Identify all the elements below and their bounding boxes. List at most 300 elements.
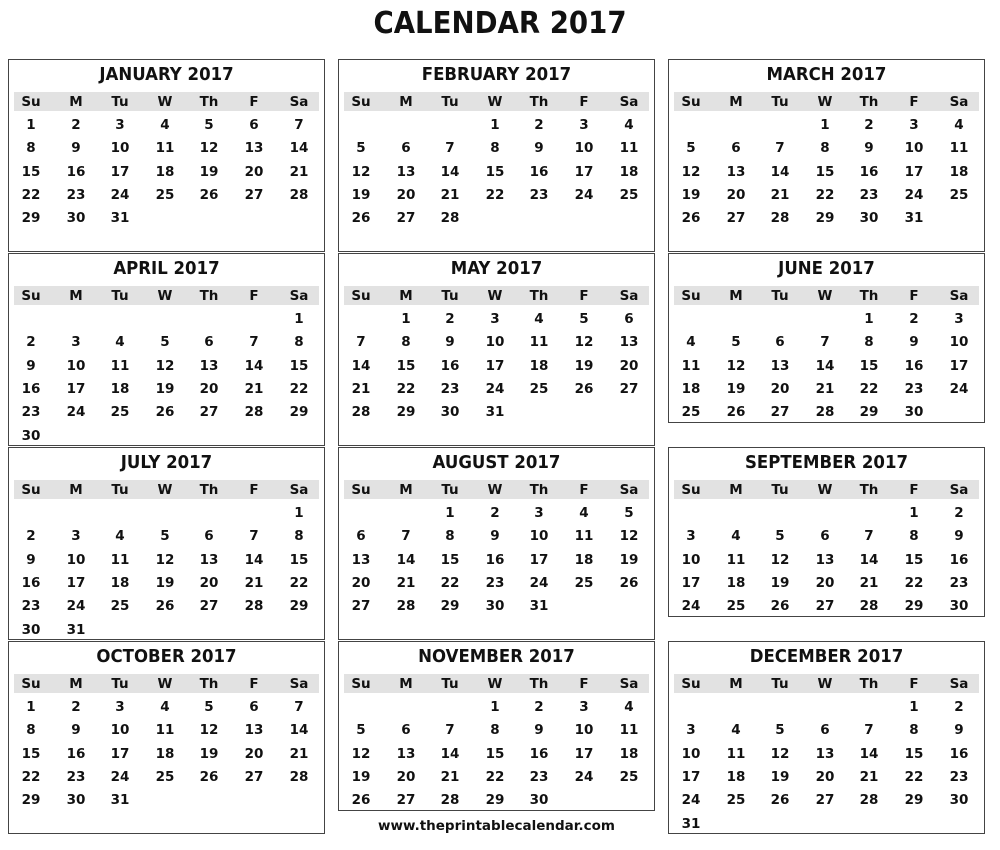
weekday-label: F <box>579 676 589 692</box>
weekday-label: M <box>399 676 413 692</box>
day-cell: 17 <box>904 163 924 180</box>
day-cell: 14 <box>440 163 460 180</box>
weekday-label: Tu <box>771 288 789 304</box>
day-cell: 5 <box>731 334 741 351</box>
weekday-label: M <box>399 288 413 304</box>
day-cell: 24 <box>949 380 969 397</box>
day-cell: 30 <box>21 621 41 638</box>
day-cell: 11 <box>726 551 746 568</box>
day-cell: 21 <box>770 186 790 203</box>
day-cell: 3 <box>909 117 919 133</box>
day-cell: 26 <box>726 404 746 421</box>
weekday-label: M <box>69 676 83 692</box>
weekday-header <box>344 92 649 111</box>
day-cell: 25 <box>574 574 594 591</box>
weekday-label: Su <box>351 676 371 692</box>
day-cell: 16 <box>440 357 460 374</box>
day-cell: 26 <box>770 792 790 809</box>
weekday-label: W <box>157 94 173 110</box>
day-cell: 16 <box>66 745 86 762</box>
day-cell: 17 <box>66 574 86 591</box>
day-cell: 29 <box>904 792 924 809</box>
day-cell: 14 <box>440 745 460 762</box>
day-cell: 28 <box>440 792 460 809</box>
month-title: DECEMBER 2017 <box>749 646 904 667</box>
day-cell: 4 <box>731 722 741 739</box>
day-cell: 26 <box>199 186 219 203</box>
day-cell: 19 <box>770 768 790 785</box>
day-cell: 11 <box>681 357 701 374</box>
day-cell: 5 <box>204 699 214 715</box>
day-cell: 14 <box>859 745 879 762</box>
day-cell: 9 <box>490 528 500 545</box>
day-cell: 7 <box>356 334 366 351</box>
day-cell: 7 <box>249 528 259 545</box>
weekday-header <box>674 480 979 499</box>
day-cell: 8 <box>864 334 874 351</box>
day-cell: 11 <box>529 334 549 351</box>
day-cell: 22 <box>485 768 505 785</box>
day-cell: 28 <box>244 598 264 615</box>
day-cell: 29 <box>21 210 41 227</box>
weekday-header <box>674 674 979 693</box>
day-cell: 14 <box>289 140 309 157</box>
day-cell: 15 <box>904 745 924 762</box>
day-cell: 23 <box>904 380 924 397</box>
day-cell: 3 <box>686 528 696 545</box>
day-cell: 30 <box>949 598 969 615</box>
day-cell: 23 <box>485 574 505 591</box>
day-cell: 28 <box>351 404 371 421</box>
day-cell: 8 <box>820 140 830 157</box>
day-cell: 22 <box>289 380 309 397</box>
day-cell: 3 <box>579 699 589 715</box>
day-cell: 24 <box>110 186 130 203</box>
day-cell: 13 <box>199 357 219 374</box>
day-cell: 22 <box>904 768 924 785</box>
day-cell: 23 <box>66 768 86 785</box>
weekday-label: Th <box>529 482 549 498</box>
day-cell: 28 <box>859 598 879 615</box>
day-cell: 24 <box>904 186 924 203</box>
day-cell: 19 <box>351 768 371 785</box>
weekday-label: W <box>487 94 503 110</box>
day-cell: 11 <box>949 140 969 157</box>
weekday-header <box>14 480 319 499</box>
day-cell: 18 <box>155 163 175 180</box>
day-cell: 30 <box>21 427 41 444</box>
weekday-label: F <box>249 676 259 692</box>
weekday-label: Tu <box>771 482 789 498</box>
day-cell: 26 <box>155 598 175 615</box>
day-cell: 17 <box>574 163 594 180</box>
day-cell: 6 <box>401 140 411 157</box>
weekday-label: Tu <box>111 482 129 498</box>
day-cell: 23 <box>66 186 86 203</box>
weekday-label: Th <box>199 94 219 110</box>
day-cell: 27 <box>770 404 790 421</box>
weekday-label: Sa <box>289 288 309 304</box>
day-cell: 25 <box>619 768 639 785</box>
weekday-label: Tu <box>771 676 789 692</box>
day-cell: 11 <box>110 551 130 568</box>
day-cell: 9 <box>71 140 81 157</box>
day-cell: 16 <box>485 551 505 568</box>
day-cell: 22 <box>440 574 460 591</box>
month-title: JULY 2017 <box>120 452 213 473</box>
day-cell: 6 <box>820 722 830 739</box>
day-cell: 10 <box>681 745 701 762</box>
day-cell: 2 <box>534 699 544 715</box>
day-cell: 21 <box>289 745 309 762</box>
day-cell: 4 <box>160 699 170 715</box>
day-cell: 25 <box>726 598 746 615</box>
day-cell: 4 <box>115 528 125 545</box>
month-title: NOVEMBER 2017 <box>418 646 575 667</box>
day-cell: 13 <box>396 745 416 762</box>
month-title: MAY 2017 <box>450 258 543 279</box>
day-cell: 6 <box>204 334 214 351</box>
day-cell: 5 <box>775 722 785 739</box>
weekday-label: F <box>909 288 919 304</box>
day-cell: 16 <box>529 745 549 762</box>
day-cell: 22 <box>289 574 309 591</box>
day-cell: 4 <box>579 505 589 521</box>
day-cell: 17 <box>681 768 701 785</box>
day-cell: 2 <box>26 334 36 351</box>
day-cell: 20 <box>199 574 219 591</box>
weekday-label: Sa <box>949 482 969 498</box>
day-cell: 12 <box>574 334 594 351</box>
day-cell: 6 <box>775 334 785 351</box>
day-cell: 21 <box>859 768 879 785</box>
weekday-label: Tu <box>111 94 129 110</box>
day-cell: 1 <box>864 311 874 327</box>
weekday-label: F <box>909 676 919 692</box>
day-cell: 31 <box>110 792 130 809</box>
day-cell: 22 <box>21 186 41 203</box>
day-cell: 7 <box>445 140 455 157</box>
weekday-label: W <box>817 288 833 304</box>
day-cell: 11 <box>619 140 639 157</box>
day-cell: 27 <box>199 598 219 615</box>
day-cell: 10 <box>529 528 549 545</box>
day-cell: 7 <box>294 699 304 715</box>
day-cell: 8 <box>401 334 411 351</box>
weekday-label: M <box>69 482 83 498</box>
day-cell: 28 <box>396 598 416 615</box>
day-cell: 2 <box>954 505 964 521</box>
day-cell: 4 <box>954 117 964 133</box>
day-cell: 11 <box>726 745 746 762</box>
day-cell: 28 <box>440 210 460 227</box>
day-cell: 21 <box>244 574 264 591</box>
day-cell: 25 <box>155 768 175 785</box>
day-cell: 29 <box>815 210 835 227</box>
day-cell: 2 <box>26 528 36 545</box>
day-cell: 25 <box>726 792 746 809</box>
weekday-label: Tu <box>111 288 129 304</box>
day-cell: 7 <box>294 117 304 133</box>
month-card <box>338 253 655 446</box>
day-cell: 9 <box>26 357 36 374</box>
weekday-label: M <box>399 94 413 110</box>
day-cell: 24 <box>66 598 86 615</box>
day-cell: 27 <box>396 210 416 227</box>
day-cell: 14 <box>351 357 371 374</box>
day-cell: 14 <box>859 551 879 568</box>
day-cell: 23 <box>440 380 460 397</box>
day-cell: 18 <box>529 357 549 374</box>
weekday-label: Tu <box>771 94 789 110</box>
day-cell: 16 <box>949 551 969 568</box>
day-cell: 9 <box>864 140 874 157</box>
weekday-header <box>674 286 979 305</box>
day-cell: 15 <box>289 357 309 374</box>
day-cell: 17 <box>529 551 549 568</box>
day-cell: 16 <box>529 163 549 180</box>
day-cell: 12 <box>199 722 219 739</box>
day-cell: 16 <box>21 574 41 591</box>
weekday-label: Th <box>199 288 219 304</box>
weekday-label: M <box>729 288 743 304</box>
day-cell: 18 <box>949 163 969 180</box>
weekday-label: F <box>249 288 259 304</box>
day-cell: 3 <box>115 699 125 715</box>
day-cell: 2 <box>954 699 964 715</box>
day-cell: 4 <box>731 528 741 545</box>
weekday-label: Th <box>529 94 549 110</box>
day-cell: 22 <box>815 186 835 203</box>
weekday-label: Su <box>681 676 701 692</box>
day-cell: 21 <box>440 186 460 203</box>
day-cell: 17 <box>110 745 130 762</box>
day-cell: 14 <box>289 722 309 739</box>
day-cell: 18 <box>681 380 701 397</box>
day-cell: 29 <box>859 404 879 421</box>
day-cell: 18 <box>726 768 746 785</box>
month-title: OCTOBER 2017 <box>96 646 237 667</box>
day-cell: 16 <box>949 745 969 762</box>
day-cell: 8 <box>909 528 919 545</box>
day-cell: 3 <box>71 528 81 545</box>
day-cell: 27 <box>815 792 835 809</box>
day-cell: 5 <box>356 140 366 157</box>
day-cell: 28 <box>770 210 790 227</box>
day-cell: 20 <box>815 574 835 591</box>
weekday-label: Tu <box>441 482 459 498</box>
weekday-label: Tu <box>441 288 459 304</box>
day-cell: 19 <box>351 186 371 203</box>
day-cell: 31 <box>904 210 924 227</box>
day-cell: 21 <box>815 380 835 397</box>
day-cell: 6 <box>731 140 741 157</box>
day-cell: 12 <box>351 163 371 180</box>
day-cell: 25 <box>155 186 175 203</box>
day-cell: 5 <box>624 505 634 521</box>
weekday-label: Sa <box>289 676 309 692</box>
day-cell: 12 <box>351 745 371 762</box>
day-cell: 15 <box>289 551 309 568</box>
day-cell: 24 <box>529 574 549 591</box>
month-card <box>338 447 655 640</box>
weekday-header <box>344 480 649 499</box>
day-cell: 10 <box>904 140 924 157</box>
weekday-label: Th <box>199 482 219 498</box>
day-cell: 9 <box>71 722 81 739</box>
weekday-label: Su <box>681 94 701 110</box>
day-cell: 19 <box>770 574 790 591</box>
day-cell: 25 <box>110 404 130 421</box>
day-cell: 5 <box>160 528 170 545</box>
weekday-label: W <box>487 676 503 692</box>
day-cell: 11 <box>155 140 175 157</box>
weekday-label: Sa <box>619 288 639 304</box>
day-cell: 31 <box>66 621 86 638</box>
day-cell: 20 <box>244 745 264 762</box>
day-cell: 26 <box>351 210 371 227</box>
day-cell: 20 <box>770 380 790 397</box>
day-cell: 13 <box>199 551 219 568</box>
day-cell: 31 <box>529 598 549 615</box>
day-cell: 4 <box>624 117 634 133</box>
day-cell: 4 <box>686 334 696 351</box>
day-cell: 18 <box>110 380 130 397</box>
day-cell: 5 <box>686 140 696 157</box>
day-cell: 22 <box>21 768 41 785</box>
day-cell: 20 <box>726 186 746 203</box>
day-cell: 4 <box>624 699 634 715</box>
weekday-label: F <box>909 94 919 110</box>
weekday-label: Su <box>351 288 371 304</box>
day-cell: 8 <box>909 722 919 739</box>
day-cell: 11 <box>110 357 130 374</box>
day-cell: 14 <box>244 551 264 568</box>
day-cell: 24 <box>681 792 701 809</box>
day-cell: 6 <box>820 528 830 545</box>
weekday-header <box>14 92 319 111</box>
weekday-header <box>344 674 649 693</box>
day-cell: 9 <box>534 140 544 157</box>
day-cell: 10 <box>110 140 130 157</box>
day-cell: 11 <box>155 722 175 739</box>
day-cell: 17 <box>681 574 701 591</box>
month-title: MARCH 2017 <box>766 64 887 85</box>
day-cell: 23 <box>949 574 969 591</box>
day-cell: 24 <box>574 768 594 785</box>
day-cell: 27 <box>619 380 639 397</box>
weekday-label: Sa <box>619 94 639 110</box>
day-cell: 15 <box>396 357 416 374</box>
day-cell: 17 <box>485 357 505 374</box>
day-cell: 16 <box>859 163 879 180</box>
weekday-label: F <box>579 288 589 304</box>
day-cell: 9 <box>954 528 964 545</box>
day-cell: 21 <box>244 380 264 397</box>
day-cell: 19 <box>155 380 175 397</box>
month-title: JANUARY 2017 <box>99 64 234 85</box>
day-cell: 9 <box>534 722 544 739</box>
day-cell: 3 <box>534 505 544 521</box>
day-cell: 10 <box>66 551 86 568</box>
weekday-label: Tu <box>441 676 459 692</box>
day-cell: 31 <box>681 815 701 832</box>
day-cell: 1 <box>820 117 830 133</box>
day-cell: 1 <box>294 311 304 327</box>
day-cell: 19 <box>681 186 701 203</box>
day-cell: 30 <box>859 210 879 227</box>
day-cell: 30 <box>949 792 969 809</box>
day-cell: 21 <box>859 574 879 591</box>
weekday-label: Sa <box>289 94 309 110</box>
day-cell: 10 <box>574 140 594 157</box>
day-cell: 20 <box>244 163 264 180</box>
day-cell: 15 <box>485 745 505 762</box>
day-cell: 1 <box>401 311 411 327</box>
day-cell: 8 <box>445 528 455 545</box>
day-cell: 26 <box>155 404 175 421</box>
day-cell: 21 <box>440 768 460 785</box>
day-cell: 13 <box>351 551 371 568</box>
day-cell: 5 <box>160 334 170 351</box>
day-cell: 26 <box>574 380 594 397</box>
page-title: CALENDAR 2017 <box>373 6 627 41</box>
day-cell: 2 <box>71 699 81 715</box>
day-cell: 11 <box>574 528 594 545</box>
month-card <box>668 59 985 252</box>
day-cell: 9 <box>26 551 36 568</box>
weekday-label: M <box>729 676 743 692</box>
day-cell: 22 <box>904 574 924 591</box>
weekday-header <box>674 92 979 111</box>
day-cell: 17 <box>66 380 86 397</box>
day-cell: 28 <box>289 768 309 785</box>
day-cell: 12 <box>770 551 790 568</box>
day-cell: 1 <box>26 699 36 715</box>
day-cell: 3 <box>686 722 696 739</box>
weekday-label: W <box>157 482 173 498</box>
day-cell: 2 <box>71 117 81 133</box>
day-cell: 12 <box>726 357 746 374</box>
day-cell: 14 <box>396 551 416 568</box>
day-cell: 20 <box>199 380 219 397</box>
day-cell: 26 <box>681 210 701 227</box>
day-cell: 19 <box>726 380 746 397</box>
weekday-label: Sa <box>949 676 969 692</box>
day-cell: 3 <box>954 311 964 327</box>
day-cell: 5 <box>356 722 366 739</box>
day-cell: 1 <box>909 505 919 521</box>
day-cell: 12 <box>155 357 175 374</box>
month-card <box>668 447 985 617</box>
day-cell: 23 <box>949 768 969 785</box>
day-cell: 7 <box>820 334 830 351</box>
day-cell: 8 <box>490 140 500 157</box>
weekday-label: F <box>249 482 259 498</box>
day-cell: 21 <box>396 574 416 591</box>
day-cell: 7 <box>864 722 874 739</box>
day-cell: 1 <box>26 117 36 133</box>
day-cell: 29 <box>21 792 41 809</box>
day-cell: 27 <box>199 404 219 421</box>
day-cell: 14 <box>244 357 264 374</box>
day-cell: 28 <box>815 404 835 421</box>
day-cell: 12 <box>619 528 639 545</box>
day-cell: 27 <box>815 598 835 615</box>
day-cell: 21 <box>351 380 371 397</box>
day-cell: 9 <box>954 722 964 739</box>
weekday-label: F <box>909 482 919 498</box>
